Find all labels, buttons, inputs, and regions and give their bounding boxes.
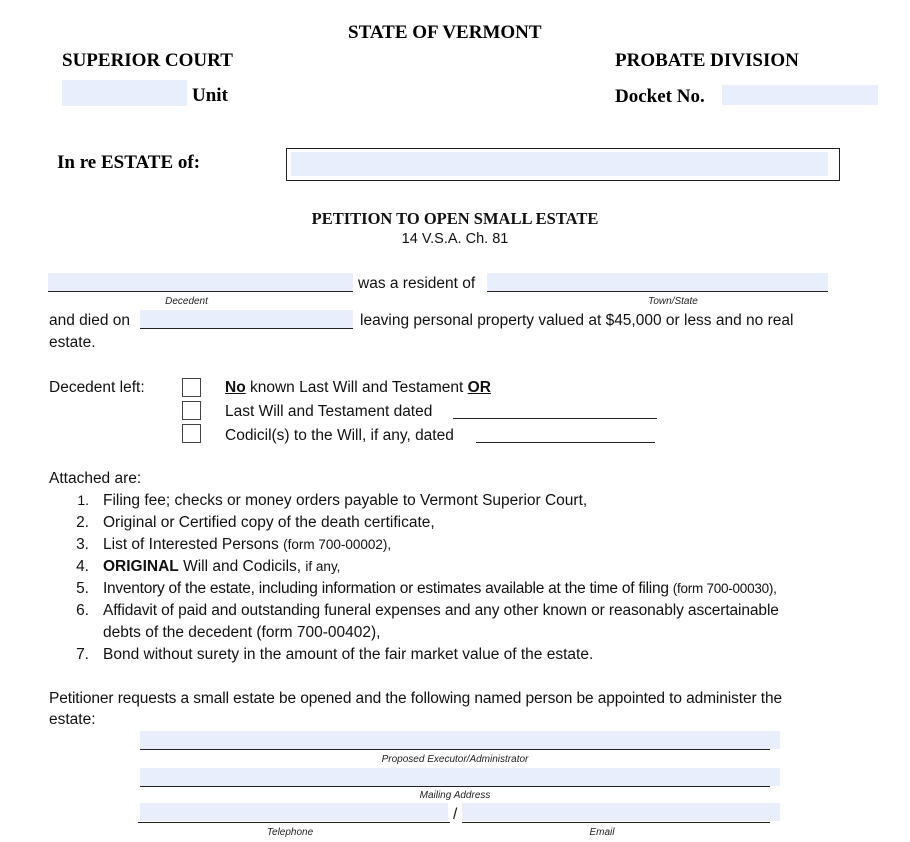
telephone-field[interactable] bbox=[140, 803, 448, 821]
request-text: Petitioner requests a small estate be opened and the following named person be appointed to administer the bbox=[49, 690, 783, 707]
no-will-checkbox[interactable] bbox=[182, 378, 201, 397]
no-will-option: No known Last Will and Testament OR bbox=[225, 379, 491, 396]
list-item: Original or Certified copy of the death certificate, bbox=[103, 514, 435, 531]
statute-ref: 14 V.S.A. Ch. 81 bbox=[401, 231, 509, 247]
executor-caption: Proposed Executor/Administrator bbox=[381, 754, 529, 765]
list-item-number: 3. bbox=[76, 536, 89, 553]
telephone-caption: Telephone bbox=[266, 827, 314, 838]
estate-name-field[interactable] bbox=[286, 148, 840, 181]
address-caption: Mailing Address bbox=[419, 790, 491, 801]
will-dated-checkbox[interactable] bbox=[182, 401, 201, 420]
list-item-number: 1. bbox=[77, 492, 89, 508]
list-item-continuation: debts of the decedent (form 700-00402), bbox=[103, 624, 381, 641]
was-resident-text: was a resident of bbox=[358, 275, 476, 292]
estate-text: estate. bbox=[49, 334, 96, 351]
leaving-property-text: leaving personal property valued at $45,000 or less and no real bbox=[360, 312, 794, 329]
town-state-caption: Town/State bbox=[648, 296, 698, 307]
decedent-left-label: Decedent left: bbox=[49, 379, 145, 396]
decedent-caption: Decedent bbox=[165, 296, 208, 307]
list-item: Filing fee; checks or money orders payable to Vermont Superior Court, bbox=[103, 492, 588, 509]
phone-email-separator: / bbox=[453, 806, 458, 823]
list-item: List of Interested Persons (form 700-00002), bbox=[103, 536, 392, 553]
unit-label: Unit bbox=[192, 85, 228, 106]
executor-name-field[interactable] bbox=[140, 731, 780, 749]
will-dated-option: Last Will and Testament dated bbox=[225, 403, 433, 420]
list-item-number: 6. bbox=[76, 602, 89, 619]
in-re-label: In re ESTATE of: bbox=[57, 152, 201, 173]
list-item-number: 4. bbox=[76, 558, 89, 575]
list-item: Inventory of the estate, including information or estimates available at the time of filing (form 700-00030), bbox=[103, 580, 777, 597]
email-field[interactable] bbox=[462, 803, 780, 821]
request-text-cont: estate: bbox=[49, 711, 96, 728]
died-on-text: and died on bbox=[49, 312, 131, 329]
will-date-field[interactable] bbox=[453, 418, 657, 419]
codicil-checkbox[interactable] bbox=[182, 424, 201, 443]
decedent-name-field[interactable] bbox=[48, 273, 353, 291]
docket-label: Docket No. bbox=[615, 86, 705, 107]
division-label: PROBATE DIVISION bbox=[615, 50, 799, 71]
codicil-date-field[interactable] bbox=[476, 442, 655, 443]
list-item: ORIGINAL Will and Codicils, if any, bbox=[103, 558, 341, 575]
form-title: PETITION TO OPEN SMALL ESTATE bbox=[311, 209, 599, 228]
state-title: STATE OF VERMONT bbox=[348, 22, 542, 43]
email-caption: Email bbox=[589, 827, 615, 838]
town-state-field[interactable] bbox=[487, 273, 828, 291]
list-item-number: 7. bbox=[76, 646, 89, 663]
court-label: SUPERIOR COURT bbox=[62, 50, 233, 71]
list-item-number: 2. bbox=[76, 514, 89, 531]
codicil-option: Codicil(s) to the Will, if any, dated bbox=[225, 427, 454, 444]
list-item-number: 5. bbox=[76, 580, 89, 597]
docket-field[interactable] bbox=[722, 85, 878, 105]
mailing-address-field[interactable] bbox=[140, 768, 780, 786]
date-of-death-field[interactable] bbox=[140, 310, 353, 328]
list-item: Affidavit of paid and outstanding funeral expenses and any other known or reasonably ascertainable bbox=[103, 602, 779, 619]
attached-heading: Attached are: bbox=[49, 470, 142, 487]
unit-field[interactable] bbox=[62, 80, 187, 106]
list-item: Bond without surety in the amount of the fair market value of the estate. bbox=[103, 646, 594, 663]
